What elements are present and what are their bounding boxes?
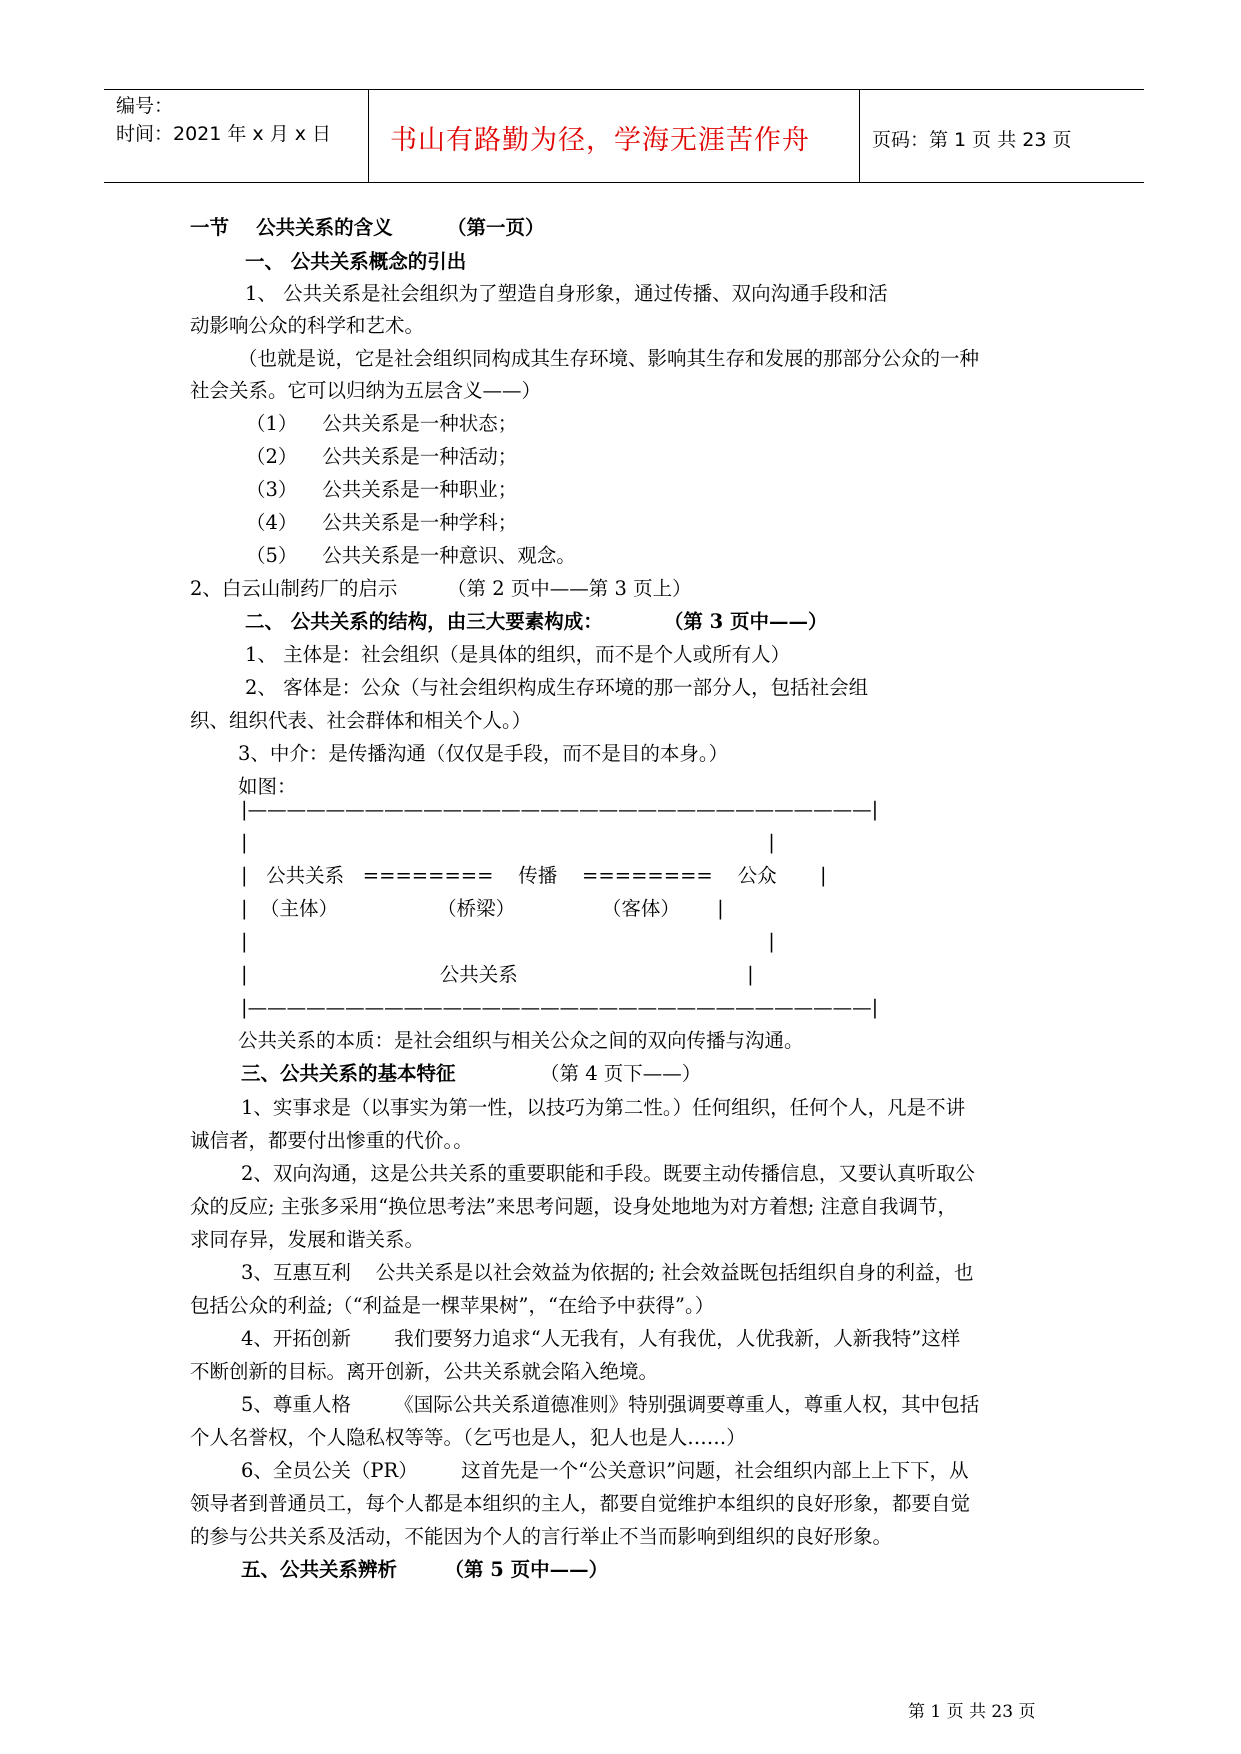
diagram-line: | 公共关系 | (241, 963, 754, 986)
diagram-line: |————————————————————————————————| (241, 996, 879, 1019)
paragraph-line: 2、白云山制药厂的启示 （第 2 页中——第 3 页上） (190, 577, 692, 600)
paragraph-line: 求同存异，发展和谐关系。 (190, 1228, 425, 1251)
diagram-line: | （主体） （桥梁） （客体） | (241, 897, 724, 920)
diagram-line: | 公共关系 ======== 传播 ======== 公众 | (241, 864, 827, 887)
header-time: 时间：2021 年 x 月 x 日 (116, 123, 332, 145)
header-top-rule (104, 89, 1144, 90)
list-item: （3） 公共关系是一种职业； (246, 478, 518, 501)
diagram-line: | | (241, 831, 775, 854)
paragraph-line: 织、组织代表、社会群体和相关个人。） (190, 709, 532, 732)
header-number-label: 编号： (116, 95, 174, 117)
list-item: （2） 公共关系是一种活动； (246, 445, 518, 468)
paragraph-line: 包括公众的利益;（“利益是一棵苹果树”，“在给予中获得”。） (190, 1294, 715, 1317)
paragraph-line: 4、开拓创新 我们要努力追求“人无我有，人有我优，人优我新，人新我特”这样 (241, 1327, 961, 1350)
paragraph-line: 公共关系的本质：是社会组织与相关公众之间的双向传播与沟通。 (238, 1029, 804, 1052)
header-divider-right (859, 89, 860, 182)
paragraph-line: （也就是说，它是社会组织同构成其生存环境、影响其生存和发展的那部分公众的一种 (238, 347, 980, 370)
list-item: （4） 公共关系是一种学科； (246, 511, 518, 534)
paragraph-line: 5、尊重人格 《国际公共关系道德准则》特别强调要尊重人，尊重人权，其中包括 (241, 1393, 980, 1416)
paragraph-line: 如图： (238, 775, 297, 798)
header-motto: 书山有路勤为径，学海无涯苦作舟 (390, 125, 810, 156)
heading-3-page-ref: （第 4 页下——） (540, 1062, 702, 1085)
paragraph-line: 2、双向沟通，这是公共关系的重要职能和手段。既要主动传播信息，又要认真听取公 (241, 1162, 975, 1185)
paragraph-line: 诚信者，都要付出惨重的代价。。 (190, 1129, 473, 1152)
heading-5: 五、公共关系辨析 （第 5 页中——） (241, 1558, 609, 1581)
paragraph-line: 社会关系。它可以归纳为五层含义——） (190, 379, 542, 402)
page-footer: 第 1 页 共 23 页 (908, 1702, 1036, 1722)
paragraph-line: 动影响公众的科学和艺术。 (190, 314, 425, 337)
paragraph-line: 1、 主体是：社会组织（是具体的组织，而不是个人或所有人） (245, 643, 791, 666)
header-page-info: 页码：第 1 页 共 23 页 (872, 129, 1072, 151)
paragraph-line: 3、中介：是传播沟通（仅仅是手段，而不是目的本身。） (238, 742, 729, 765)
paragraph-line: 众的反应; 主张多采用“换位思考法”来思考问题，设身处地地为对方着想; 注意自我调节， (190, 1195, 957, 1218)
paragraph-line: 领导者到普通员工，每个人都是本组织的主人，都要自觉维护本组织的良好形象，都要自觉 (190, 1492, 971, 1515)
heading-2: 二、 公共关系的结构，由三大要素构成： （第 3 页中——） (245, 610, 828, 633)
paragraph-line: 1、 公共关系是社会组织为了塑造自身形象，通过传播、双向沟通手段和活 (245, 282, 888, 305)
paragraph-line: 6、全员公关（PR） 这首先是一个“公关意识”问题，社会组织内部上上下下，从 (241, 1459, 969, 1482)
paragraph-line: 1、实事求是（以事实为第一性，以技巧为第二性。）任何组织，任何个人，凡是不讲 (241, 1096, 966, 1119)
heading-1: 一、 公共关系概念的引出 (245, 250, 467, 273)
heading-3: 三、公共关系的基本特征 (241, 1062, 456, 1085)
list-item: （1） 公共关系是一种状态； (246, 412, 518, 435)
diagram-line: |————————————————————————————————| (241, 798, 879, 821)
paragraph-line: 3、互惠互利 公共关系是以社会效益为依据的; 社会效益既包括组织自身的利益，也 (241, 1261, 974, 1284)
paragraph-line: 不断创新的目标。离开创新，公共关系就会陷入绝境。 (190, 1360, 659, 1383)
paragraph-line: 个人名誉权，个人隐私权等等。（乞丐也是人，犯人也是人……） (190, 1426, 746, 1449)
header-bottom-rule (104, 182, 1144, 183)
diagram-line: | | (241, 930, 775, 953)
header-meta (116, 92, 331, 148)
paragraph-line: 的参与公共关系及活动，不能因为个人的言行举止不当而影响到组织的良好形象。 (190, 1525, 893, 1548)
header-divider-left (368, 89, 369, 182)
paragraph-line: 2、 客体是：公众（与社会组织构成生存环境的那一部分人，包括社会组 (245, 676, 869, 699)
list-item: （5） 公共关系是一种意识、观念。 (246, 544, 576, 567)
section-title: 一节 公共关系的含义 （第一页） (190, 216, 545, 239)
